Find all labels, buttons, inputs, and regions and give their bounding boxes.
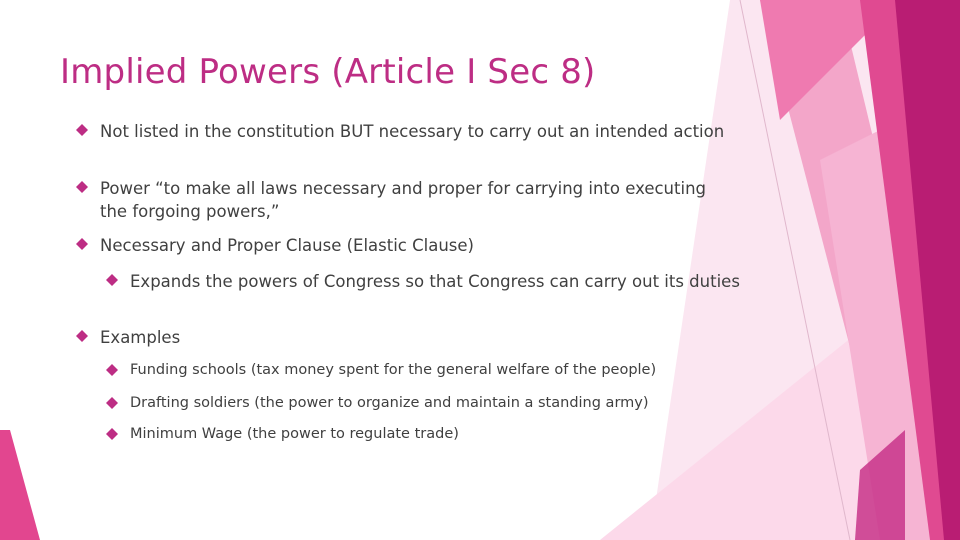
bullet-item-2 [76,177,726,223]
diamond-bullet-icon [76,330,88,342]
diamond-bullet-icon [106,364,118,376]
bullet-item-3 [76,234,726,257]
sub-bullet-text: Funding schools (tax money spent for the general welfare of the people) [130,362,657,378]
sub-bullet-item-4-3 [106,424,746,444]
sub-bullet-item-3-1 [106,270,746,293]
bullet-text: Necessary and Proper Clause (Elastic Clause) [100,236,474,255]
sub-bullet-item-4-2 [106,393,746,413]
diamond-bullet-icon [76,238,88,250]
slide-title: Implied Powers (Article I Sec 8) [60,52,596,92]
bullet-item-4 [76,326,726,349]
sub-bullet-text: Expands the powers of Congress so that Congress can carry out its duties [130,272,740,291]
diamond-bullet-icon [76,181,88,193]
sub-bullet-text: Minimum Wage (the power to regulate trade) [130,426,459,442]
diamond-bullet-icon [76,124,88,136]
sub-bullet-text: Drafting soldiers (the power to organize and maintain a standing army) [130,395,649,411]
diamond-bullet-icon [106,397,118,409]
diamond-bullet-icon [106,274,118,286]
sub-bullet-item-4-1 [106,360,746,380]
bullet-text: Not listed in the constitution BUT necessary to carry out an intended action [100,122,725,141]
bullet-item-1 [76,120,726,143]
diamond-bullet-icon [106,428,118,440]
bullet-text: Power “to make all laws necessary and proper for carrying into executing the forgoing powers,” [100,179,707,221]
bullet-text: Examples [100,328,181,347]
